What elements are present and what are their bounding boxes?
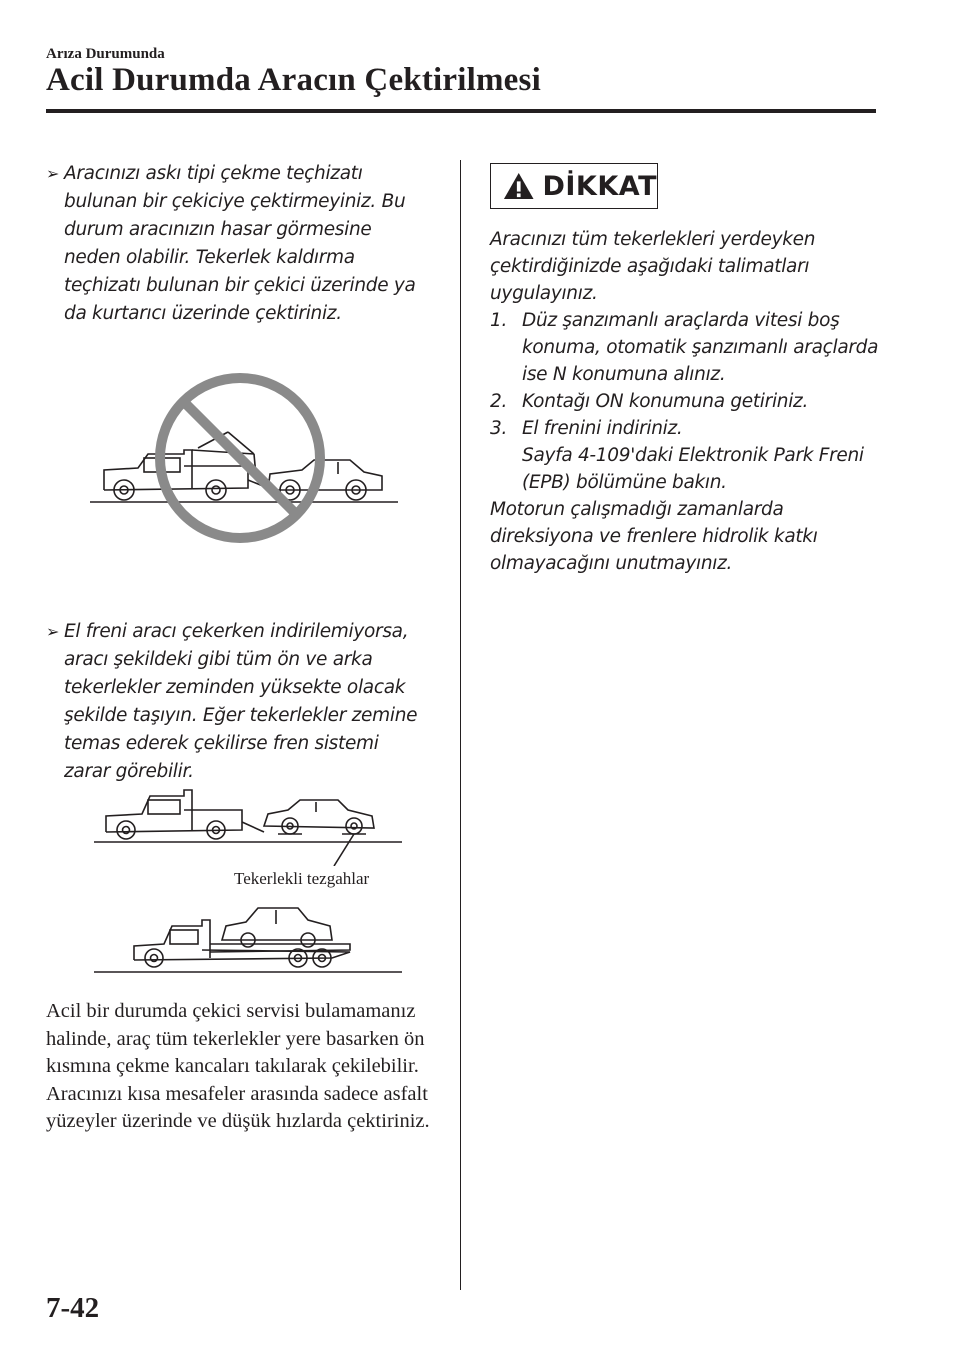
figure-flatbed-carrier	[92, 900, 412, 980]
step-body	[522, 415, 880, 496]
step-text: Kontağı ON konumuna getiriniz.	[522, 391, 809, 412]
section-label: Arıza Durumunda	[46, 46, 165, 62]
figure-prohibited-sling-tow	[88, 370, 408, 560]
figure-tow-dollies	[92, 786, 412, 866]
caution-step	[490, 415, 880, 496]
step-text: Düz şanzımanlı araçlarda vitesi boş konuma, otomatik şanzımanlı araçlarda ise N konumuna alınız.	[522, 310, 879, 385]
caution-outro: Motorun çalışmadığı zamanlarda direksiyona ve frenlere hidrolik katkı olmayacağını unutmayınız.	[490, 499, 818, 574]
step-number: 2.	[490, 391, 508, 412]
caution-step	[490, 388, 880, 415]
step-text: El frenini indiriniz.	[522, 418, 683, 439]
prohibition-icon	[160, 378, 320, 538]
caution-intro: Aracınızı tüm tekerlekleri yerdeyken çektirdiğinizde aşağıdaki talimatları uygulayınız.	[490, 229, 816, 304]
page-title: Acil Durumda Aracın Çektirilmesi	[46, 62, 541, 98]
column-divider	[460, 160, 461, 1290]
caution-title: DİKKAT	[542, 170, 657, 202]
warning-triangle-icon	[503, 171, 534, 201]
bullet-text: Aracınızı askı tipi çekme teçhizatı bulunan bir çekiciye çektirmeyiniz. Bu durum aracınızın hasar görmesine neden olabilir. Tekerlek kaldırma teçhizatı bulunan bir çekici üzerinde ya da kurtarıcı üzerinde çektiriniz.	[64, 163, 416, 324]
body-paragraph: Aracınızı kısa mesafeler arasında sadece asfalt yüzeyler üzerinde ve düşük hızlarda çektiriniz.	[46, 1082, 430, 1132]
figure-caption: Tekerlekli tezgahlar	[234, 869, 370, 888]
body-paragraph: Acil bir durumda çekici servisi bulamamanız halinde, araç tüm tekerlekler yere basarken ön kısmına çekme kancaları takılarak çekilebilir.	[46, 1000, 425, 1077]
step-number: 3.	[490, 418, 508, 439]
body-text	[46, 998, 446, 1136]
caution-text	[490, 226, 880, 577]
bullet-item-2	[46, 618, 426, 786]
bullet-arrow-icon: ➢	[46, 164, 60, 183]
bullet-text: El freni aracı çekerken indirilemiyorsa, aracı şekildeki gibi tüm ön ve arka tekerlekler zeminden yüksekte olacak şekilde taşıyın. Eğer tekerlekler zemine temas ederek çekilirse fren sistemi zarar görebilir.	[64, 621, 418, 782]
bullet-arrow-icon: ➢	[46, 622, 60, 641]
step-number: 1.	[490, 310, 508, 331]
bullet-item-1	[46, 160, 426, 328]
title-rule	[46, 109, 876, 113]
step-note: Sayfa 4-109'daki Elektronik Park Freni (EPB) bölümüne bakın.	[522, 445, 864, 493]
caution-step	[490, 307, 880, 388]
page-number: 7-42	[46, 1292, 100, 1324]
caution-header	[490, 163, 658, 209]
